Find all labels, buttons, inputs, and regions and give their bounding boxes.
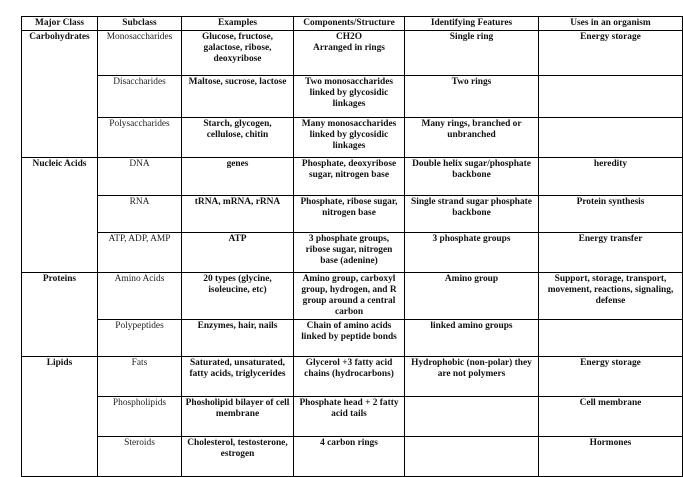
major-class-cell: Lipids [22,357,98,477]
examples-cell: Starch, glycogen, cellulose, chitin [182,118,294,158]
features-cell: 3 phosphate groups [405,233,539,273]
structure-cell: Two monosaccharides linked by glycosidic linkages [294,76,405,118]
examples-cell: Phosholipid bilayer of cell membrane [182,397,294,437]
major-class-cell: Nucleic Acids [22,158,98,273]
uses-cell: Support, storage, transport, movement, reactions, signaling, defense [539,273,683,320]
examples-cell: Cholesterol, testosterone, estrogen [182,437,294,477]
uses-cell: Cell membrane [539,397,683,437]
biomolecule-table [21,16,683,477]
header-examples: Examples [182,17,294,31]
structure-cell: 4 carbon rings [294,437,405,477]
features-cell: Amino group [405,273,539,320]
subclass-cell: Polysaccharides [98,118,182,158]
header-features: Identifying Features [405,17,539,31]
uses-cell: Energy storage [539,31,683,76]
table-row [22,397,683,437]
structure-cell: CH2O Arranged in rings [294,31,405,76]
structure-cell: Many monosaccharides linked by glycosidic linkages [294,118,405,158]
uses-cell [539,118,683,158]
subclass-cell: DNA [98,158,182,196]
table-row [22,76,683,118]
examples-cell: tRNA, mRNA, rRNA [182,196,294,233]
table-row [22,31,683,76]
structure-cell: Phosphate head + 2 fatty acid tails [294,397,405,437]
uses-cell: Energy transfer [539,233,683,273]
uses-cell [539,76,683,118]
table-row [22,320,683,357]
features-cell [405,397,539,437]
features-cell: Single ring [405,31,539,76]
features-cell [405,437,539,477]
major-class-cell: Proteins [22,273,98,357]
structure-cell: Glycerol +3 fatty acid chains (hydrocarbons) [294,357,405,397]
table-row [22,118,683,158]
subclass-cell: Fats [98,357,182,397]
header-subclass: Subclass [98,17,182,31]
table-row [22,437,683,477]
examples-cell: 20 types (glycine, isoleucine, etc) [182,273,294,320]
subclass-cell: ATP, ADP, AMP [98,233,182,273]
structure-cell: Chain of amino acids linked by peptide bonds [294,320,405,357]
examples-cell: ATP [182,233,294,273]
table-row [22,273,683,320]
examples-cell: Maltose, sucrose, lactose [182,76,294,118]
uses-cell: Protein synthesis [539,196,683,233]
header-uses: Uses in an organism [539,17,683,31]
header-row [22,17,683,31]
subclass-cell: RNA [98,196,182,233]
table-row [22,196,683,233]
header-structure: Components/Structure [294,17,405,31]
subclass-cell: Monosaccharides [98,31,182,76]
uses-cell: Hormones [539,437,683,477]
features-cell: Single strand sugar phosphate backbone [405,196,539,233]
table-row [22,357,683,397]
uses-cell: Energy storage [539,357,683,397]
structure-cell: Amino group, carboxyl group, hydrogen, and R group around a central carbon [294,273,405,320]
uses-cell: heredity [539,158,683,196]
header-major-class: Major Class [22,17,98,31]
features-cell: Double helix sugar/phosphate backbone [405,158,539,196]
features-cell: Many rings, branched or unbranched [405,118,539,158]
features-cell: Hydrophobic (non-polar) they are not polymers [405,357,539,397]
table-row [22,158,683,196]
structure-cell: Phosphate, deoxyribose sugar, nitrogen base [294,158,405,196]
examples-cell: Saturated, unsaturated, fatty acids, triglycerides [182,357,294,397]
features-cell: Two rings [405,76,539,118]
uses-cell [539,320,683,357]
subclass-cell: Steroids [98,437,182,477]
major-class-cell: Carbohydrates [22,31,98,158]
examples-cell: genes [182,158,294,196]
subclass-cell: Phospholipids [98,397,182,437]
structure-cell: 3 phosphate groups, ribose sugar, nitrogen base (adenine) [294,233,405,273]
features-cell: linked amino groups [405,320,539,357]
examples-cell: Enzymes, hair, nails [182,320,294,357]
subclass-cell: Amino Acids [98,273,182,320]
subclass-cell: Disaccharides [98,76,182,118]
examples-cell: Glucose, fructose, galactose, ribose, deoxyribose [182,31,294,76]
subclass-cell: Polypeptides [98,320,182,357]
table-row [22,233,683,273]
structure-cell: Phosphate, ribose sugar, nitrogen base [294,196,405,233]
